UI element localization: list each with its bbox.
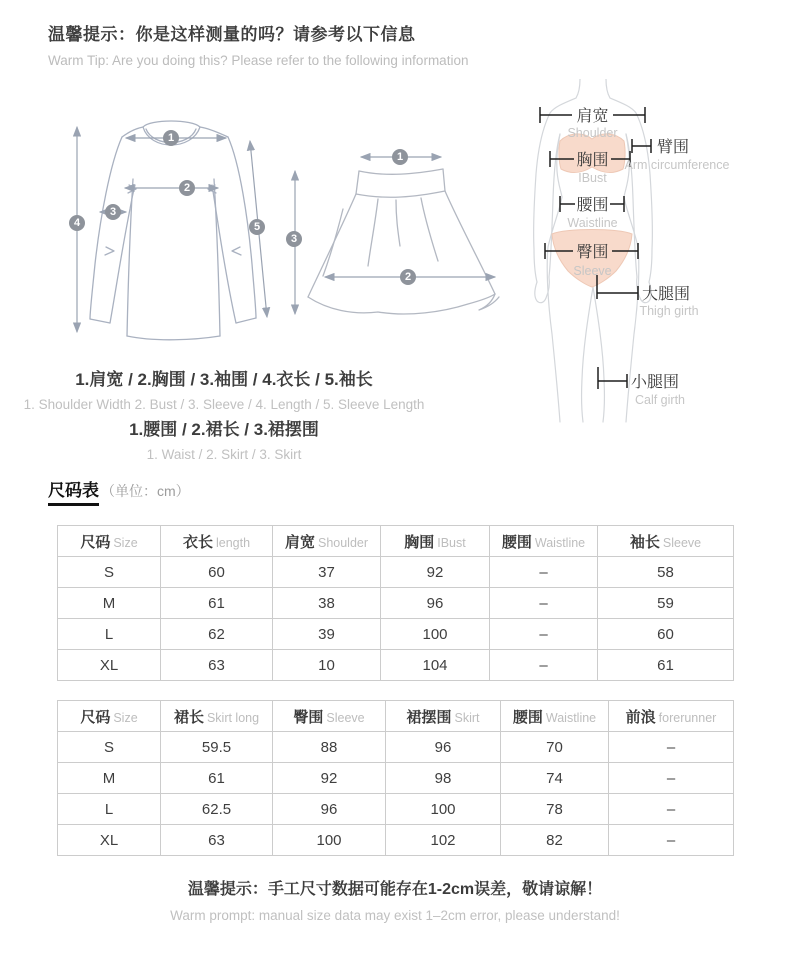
value-cell: 74: [501, 763, 609, 794]
thigh-label-en: Thigh girth: [639, 304, 699, 318]
value-cell: 10: [273, 650, 381, 681]
size-cell: XL: [58, 825, 161, 856]
size-cell: S: [58, 732, 161, 763]
value-cell: 92: [381, 557, 490, 588]
value-cell: 37: [273, 557, 381, 588]
value-cell: –: [490, 650, 598, 681]
value-cell: 63: [161, 825, 273, 856]
value-cell: 100: [386, 794, 501, 825]
value-cell: –: [609, 794, 734, 825]
value-cell: –: [490, 619, 598, 650]
col-header: 前浪 forerunner: [609, 701, 734, 732]
value-cell: 82: [501, 825, 609, 856]
col-header: 臀围 Sleeve: [273, 701, 386, 732]
value-cell: 100: [273, 825, 386, 856]
arm-label-zh: 臂围: [656, 139, 690, 156]
col-header: 尺码 Size: [58, 526, 161, 557]
value-cell: 60: [161, 557, 273, 588]
size-cell: M: [58, 763, 161, 794]
value-cell: 61: [161, 588, 273, 619]
table-header-row: [58, 526, 734, 557]
value-cell: 61: [598, 650, 734, 681]
footer-note-en: Warm prompt: manual size data may exist 1–2cm error, please understand!: [170, 908, 620, 923]
hip-label-en: Sleeve: [573, 264, 612, 278]
footer-note: [0, 876, 790, 923]
skirt-marker-1: 1: [392, 149, 408, 165]
calf-label-zh: 小腿围: [630, 374, 680, 391]
skirt-marker-2: 2: [400, 269, 416, 285]
value-cell: 100: [381, 619, 490, 650]
bust-label-en: IBust: [578, 171, 607, 185]
value-cell: 96: [386, 732, 501, 763]
col-header: 胸围 IBust: [381, 526, 490, 557]
value-cell: 92: [273, 763, 386, 794]
hip-label-zh: 臀围: [576, 244, 609, 261]
page-header: [0, 0, 790, 68]
shirt-marker-4: 4: [69, 215, 85, 231]
waist-label-zh: 腰围: [576, 197, 609, 214]
value-cell: 88: [273, 732, 386, 763]
thigh-label-zh: 大腿围: [641, 286, 691, 303]
table-row: [58, 732, 734, 763]
value-cell: –: [609, 763, 734, 794]
skirt-legend-en: 1. Waist / 2. Skirt / 3. Skirt: [146, 447, 302, 462]
size-cell: L: [58, 794, 161, 825]
value-cell: 63: [161, 650, 273, 681]
table-row: [58, 557, 734, 588]
shirt-marker-5: 5: [249, 219, 265, 235]
page-subtitle: Warm Tip: Are you doing this? Please refer to the following information: [48, 53, 469, 68]
body-figure-diagram: [520, 79, 760, 424]
value-cell: 60: [598, 619, 734, 650]
value-cell: –: [609, 732, 734, 763]
col-header: 腰围 Waistline: [501, 701, 609, 732]
top-size-table: [57, 525, 734, 681]
value-cell: –: [490, 557, 598, 588]
value-cell: 38: [273, 588, 381, 619]
value-cell: 78: [501, 794, 609, 825]
col-header: 肩宽 Shoulder: [273, 526, 381, 557]
value-cell: 58: [598, 557, 734, 588]
table-row: [58, 588, 734, 619]
page-title: 温馨提示：你是这样测量的吗？请参考以下信息: [48, 25, 416, 44]
table-header-row: [58, 701, 734, 732]
size-chart-unit-note: （单位：cm）: [101, 483, 190, 499]
bust-label-zh: 胸围: [576, 152, 609, 169]
shirt-marker-3: 3: [105, 204, 121, 220]
shoulder-label-en: Shoulder: [567, 126, 618, 140]
size-cell: S: [58, 557, 161, 588]
shirt-legend-zh: 1.肩宽 / 2.胸围 / 3.袖围 / 4.衣长 / 5.袖长: [75, 370, 373, 389]
col-header: 尺码 Size: [58, 701, 161, 732]
value-cell: 39: [273, 619, 381, 650]
table-row: [58, 650, 734, 681]
size-chart-title: [48, 476, 790, 506]
calf-label-en: Calf girth: [634, 393, 686, 407]
skirt-marker-3: 3: [286, 231, 302, 247]
value-cell: 59.5: [161, 732, 273, 763]
skirt-legend-zh: 1.腰围 / 2.裙长 / 3.裙摆围: [129, 420, 319, 439]
col-header: 腰围 Waistline: [490, 526, 598, 557]
shirt-marker-1: 1: [163, 130, 179, 146]
value-cell: 98: [386, 763, 501, 794]
size-chart-title-text: 尺码表: [48, 476, 99, 506]
col-header: 袖长 Sleeve: [598, 526, 734, 557]
size-cell: M: [58, 588, 161, 619]
table-row: [58, 794, 734, 825]
col-header: 裙长 Skirt long: [161, 701, 273, 732]
value-cell: 96: [381, 588, 490, 619]
skirt-size-table: [57, 700, 734, 856]
col-header: 衣长 length: [161, 526, 273, 557]
table-row: [58, 825, 734, 856]
size-cell: L: [58, 619, 161, 650]
legend-block: [0, 366, 448, 466]
value-cell: 62.5: [161, 794, 273, 825]
value-cell: 102: [386, 825, 501, 856]
value-cell: 59: [598, 588, 734, 619]
value-cell: 96: [273, 794, 386, 825]
waist-label-en: Waistline: [567, 216, 618, 230]
size-cell: XL: [58, 650, 161, 681]
value-cell: 70: [501, 732, 609, 763]
value-cell: 104: [381, 650, 490, 681]
skirt-diagram: [283, 114, 518, 324]
shirt-marker-2: 2: [179, 180, 195, 196]
shoulder-label-zh: 肩宽: [576, 108, 609, 125]
value-cell: –: [490, 588, 598, 619]
arm-label-en: Arm circumference: [624, 158, 730, 172]
value-cell: 62: [161, 619, 273, 650]
table-row: [58, 763, 734, 794]
value-cell: 61: [161, 763, 273, 794]
shirt-legend-en: 1. Shoulder Width 2. Bust / 3. Sleeve / 4. Length / 5. Sleeve Length: [23, 397, 425, 412]
value-cell: –: [609, 825, 734, 856]
col-header: 裙摆围 Skirt: [386, 701, 501, 732]
table-row: [58, 619, 734, 650]
footer-note-zh: 温馨提示：手工尺寸数据可能存在1-2cm误差，敬请谅解！: [187, 881, 603, 898]
